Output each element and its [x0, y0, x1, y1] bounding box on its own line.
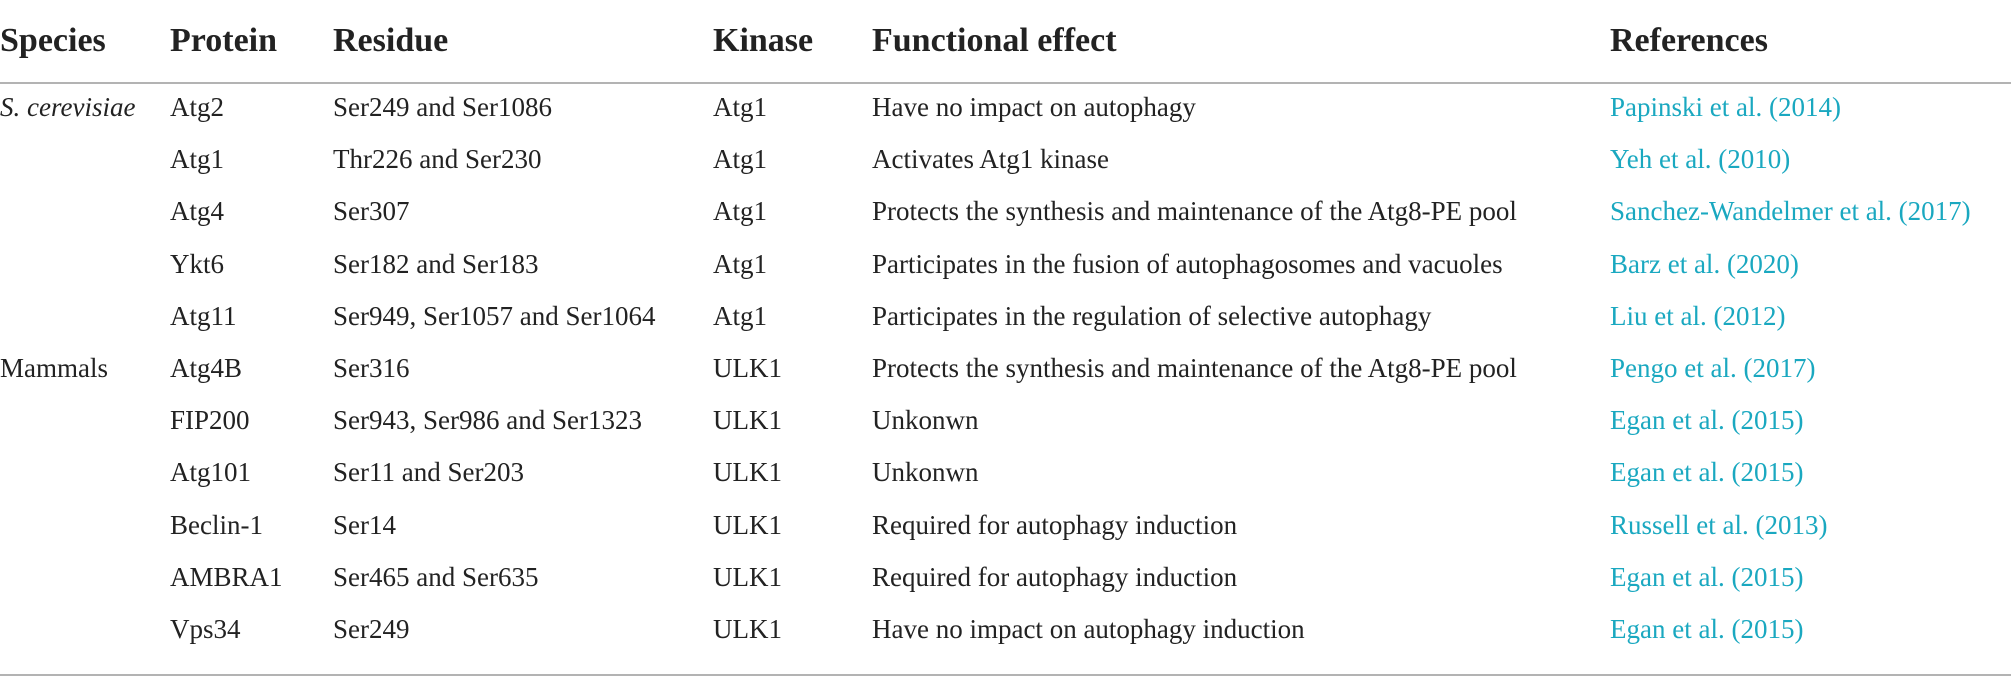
cell-protein: Atg2	[170, 92, 224, 122]
cell-protein: Ykt6	[170, 248, 224, 279]
header-references: References	[1610, 22, 1768, 59]
header-residue: Residue	[333, 22, 449, 59]
cell-residue: Ser943, Ser986 and Ser1323	[333, 405, 642, 436]
cell-residue: Ser307	[333, 196, 410, 227]
reference-link[interactable]: Egan et al. (2015)	[1610, 561, 1804, 592]
cell-residue: Ser14	[333, 509, 396, 540]
cell-kinase: ULK1	[713, 509, 782, 540]
table-bottom-rule	[0, 674, 2011, 676]
table-row	[0, 290, 2011, 342]
cell-residue: Ser182 and Ser183	[333, 248, 539, 279]
reference-link[interactable]: Russell et al. (2013)	[1610, 509, 1828, 540]
table-row	[0, 446, 2011, 498]
cell-protein: Atg4	[170, 196, 224, 227]
table-row	[0, 81, 2011, 133]
cell-functional-effect: Have no impact on autophagy induction	[872, 614, 1305, 644]
cell-protein: Vps34	[170, 614, 241, 644]
cell-residue: Thr226 and Ser230	[333, 144, 542, 175]
cell-functional-effect: Required for autophagy induction	[872, 561, 1238, 592]
cell-functional-effect: Unkonwn	[872, 457, 979, 488]
cell-protein: Atg4B	[170, 353, 243, 383]
cell-protein: AMBRA1	[170, 561, 283, 592]
table-row	[0, 133, 2011, 185]
cell-functional-effect: Participates in the regulation of selective autophagy	[872, 300, 1432, 331]
cell-functional-effect: Have no impact on autophagy	[872, 92, 1196, 122]
cell-functional-effect: Unkonwn	[872, 405, 979, 436]
cell-functional-effect: Protects the synthesis and maintenance of the Atg8-PE pool	[872, 353, 1517, 383]
reference-link[interactable]: Liu et al. (2012)	[1610, 300, 1786, 331]
cell-kinase: ULK1	[713, 561, 782, 592]
reference-link[interactable]: Sanchez-Wandelmer et al. (2017)	[1610, 196, 1971, 227]
cell-residue: Ser465 and Ser635	[333, 561, 539, 592]
cell-protein: Beclin-1	[170, 509, 263, 540]
cell-kinase: Atg1	[713, 300, 767, 331]
table-row	[0, 185, 2011, 237]
header-species: Species	[0, 22, 106, 59]
header-kinase: Kinase	[713, 22, 814, 59]
cell-functional-effect: Required for autophagy induction	[872, 509, 1238, 540]
table-row	[0, 551, 2011, 603]
cell-species: Mammals	[0, 353, 108, 383]
reference-link[interactable]: Barz et al. (2020)	[1610, 248, 1799, 279]
cell-functional-effect: Protects the synthesis and maintenance of the Atg8-PE pool	[872, 196, 1517, 227]
cell-kinase: ULK1	[713, 405, 782, 436]
reference-link[interactable]: Egan et al. (2015)	[1610, 405, 1804, 436]
reference-link[interactable]: Papinski et al. (2014)	[1610, 92, 1841, 122]
table-row	[0, 238, 2011, 290]
cell-protein: Atg1	[170, 144, 224, 175]
cell-species: S. cerevisiae	[0, 92, 136, 122]
header-protein: Protein	[170, 22, 278, 59]
table-row	[0, 603, 2011, 655]
cell-kinase: Atg1	[713, 196, 767, 227]
reference-link[interactable]: Pengo et al. (2017)	[1610, 353, 1816, 383]
cell-kinase: ULK1	[713, 614, 782, 644]
reference-link[interactable]: Egan et al. (2015)	[1610, 457, 1804, 488]
header-functional-effect: Functional effect	[872, 22, 1117, 59]
cell-protein: Atg11	[170, 300, 237, 331]
cell-residue: Ser249 and Ser1086	[333, 92, 552, 122]
cell-functional-effect: Activates Atg1 kinase	[872, 144, 1109, 175]
cell-residue: Ser949, Ser1057 and Ser1064	[333, 300, 656, 331]
cell-kinase: Atg1	[713, 144, 767, 175]
table-row	[0, 342, 2011, 394]
table-row	[0, 499, 2011, 551]
cell-kinase: Atg1	[713, 92, 767, 122]
cell-kinase: ULK1	[713, 353, 782, 383]
cell-residue: Ser11 and Ser203	[333, 457, 524, 488]
cell-residue: Ser249	[333, 614, 410, 644]
reference-link[interactable]: Egan et al. (2015)	[1610, 614, 1804, 644]
table-row	[0, 394, 2011, 446]
cell-kinase: ULK1	[713, 457, 782, 488]
reference-link[interactable]: Yeh et al. (2010)	[1610, 144, 1791, 175]
cell-protein: Atg101	[170, 457, 251, 488]
table-header-row	[0, 15, 2011, 67]
cell-protein: FIP200	[170, 405, 250, 436]
cell-residue: Ser316	[333, 353, 410, 383]
cell-functional-effect: Participates in the fusion of autophagosomes and vacuoles	[872, 248, 1503, 279]
cell-kinase: Atg1	[713, 248, 767, 279]
